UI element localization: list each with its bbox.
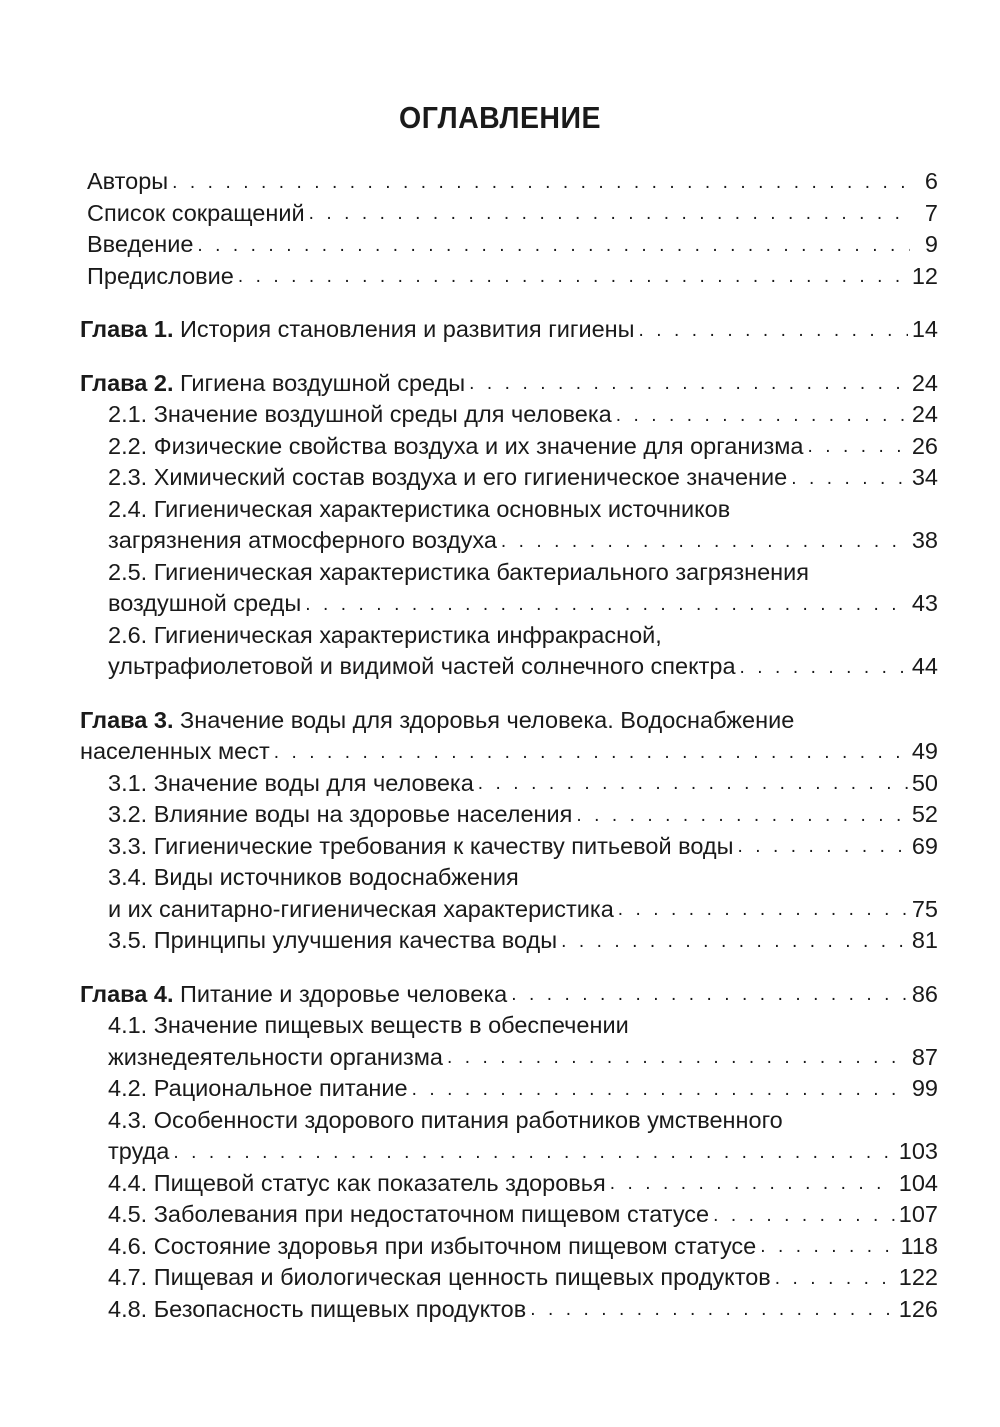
leader-dots (576, 803, 908, 829)
toc-entry-introduction[interactable] (0, 229, 1000, 261)
toc-page-number: 34 (911, 464, 938, 490)
section-title: 2.2. Физические свойства воздуха и их значение для организма (108, 432, 804, 459)
section-title: 4.3. Особенности здорового питания работников умственного (108, 1106, 783, 1133)
toc-page-number: 26 (911, 432, 938, 459)
toc-page-number: 6 (924, 168, 938, 194)
leader-dots (173, 1140, 894, 1166)
toc-section-2-3[interactable] (0, 462, 1000, 494)
toc-section-4-5[interactable] (0, 1199, 1000, 1231)
toc-page-number: 103 (898, 1138, 938, 1164)
page-title: ОГЛАВЛЕНИЕ (399, 100, 601, 135)
leader-dots (616, 403, 908, 429)
leader-dots (172, 170, 910, 196)
toc-section-2-4[interactable] (0, 494, 1000, 557)
section-title: 3.3. Гигиенические требования к качеству питьевой воды (108, 832, 734, 859)
toc-section-3-4[interactable] (0, 862, 1000, 925)
leader-dots (561, 929, 908, 955)
chapter-label: Глава 3. (80, 706, 174, 733)
leader-dots (530, 1297, 895, 1323)
toc-entry-text: Список сокращений (87, 199, 305, 226)
toc-section-2-6[interactable] (0, 620, 1000, 683)
leader-dots (610, 1171, 895, 1197)
toc-section-2-1[interactable] (0, 399, 1000, 431)
toc-entry-text: Предисловие (87, 262, 234, 289)
section-title: 2.6. Гигиеническая характеристика инфракрасной, (108, 621, 662, 648)
section-title: 3.2. Влияние воды на здоровье населения (108, 801, 573, 827)
toc-page-number: 38 (911, 527, 938, 553)
leader-dots (639, 318, 908, 344)
toc-page-number: 99 (911, 1075, 938, 1101)
toc-page-number: 14 (911, 316, 938, 342)
toc-page-number: 50 (911, 769, 938, 796)
leader-dots (309, 201, 910, 227)
toc-section-4-2[interactable] (0, 1073, 1000, 1105)
table-of-contents (0, 166, 1000, 1325)
toc-entry-text: Введение (87, 231, 194, 257)
toc-page-number: 81 (911, 927, 938, 953)
toc-chapter-2[interactable] (0, 368, 1000, 400)
toc-page-number: 44 (911, 653, 938, 679)
toc-entry-abbreviations[interactable] (0, 198, 1000, 230)
leader-dots (305, 592, 908, 618)
leader-dots (469, 371, 908, 397)
section-title: 2.3. Химический состав воздуха и его гигиеническое значение (108, 464, 788, 490)
leader-dots (760, 1234, 896, 1260)
section-title-continued: ультрафиолетовой и видимой частей солнечного спектра (108, 653, 736, 679)
toc-section-3-1[interactable] (0, 768, 1000, 800)
toc-chapter-3[interactable] (0, 705, 1000, 768)
leader-dots (238, 264, 908, 290)
leader-dots (775, 1266, 895, 1292)
section-title: 2.5. Гигиеническая характеристика бактериального загрязнения (108, 558, 809, 585)
leader-dots (713, 1203, 895, 1229)
toc-page-number: 9 (924, 231, 938, 257)
toc-section-4-3[interactable] (0, 1105, 1000, 1168)
section-title: 4.1. Значение пищевых веществ в обеспечении (108, 1012, 629, 1038)
toc-page-number: 86 (911, 980, 938, 1007)
leader-dots (807, 434, 907, 460)
toc-section-4-1[interactable] (0, 1010, 1000, 1073)
leader-dots (740, 655, 908, 681)
section-title: 3.1. Значение воды для человека (108, 769, 474, 796)
chapter-title: История становления и развития гигиены (180, 316, 635, 342)
section-title: 4.8. Безопасность пищевых продуктов (108, 1295, 527, 1322)
toc-page-number: 24 (911, 401, 938, 427)
chapter-title: Значение воды для здоровья человека. Водоснабжение (180, 706, 795, 733)
toc-section-4-7[interactable] (0, 1262, 1000, 1294)
leader-dots (501, 529, 908, 555)
section-title-continued: воздушной среды (108, 590, 302, 616)
toc-page-number: 107 (898, 1201, 938, 1227)
toc-section-2-5[interactable] (0, 557, 1000, 620)
chapter-title: Питание и здоровье человека (180, 980, 508, 1007)
section-title: 2.1. Значение воздушной среды для человека (108, 401, 612, 427)
section-title-continued: труда (108, 1138, 170, 1164)
leader-dots (738, 834, 908, 860)
section-title: 4.4. Пищевой статус как показатель здоровья (108, 1169, 606, 1196)
toc-page-number: 43 (911, 590, 938, 616)
leader-dots (447, 1045, 908, 1071)
toc-page-number: 75 (911, 895, 938, 922)
toc-page-number: 104 (898, 1169, 938, 1196)
leader-dots (511, 982, 908, 1008)
toc-page-number: 69 (911, 832, 938, 859)
toc-section-2-2[interactable] (0, 431, 1000, 463)
toc-section-4-6[interactable] (0, 1231, 1000, 1263)
section-title: 4.6. Состояние здоровья при избыточном пищевом статусе (108, 1232, 757, 1259)
section-title-continued: жизнедеятельности организма (108, 1043, 443, 1070)
chapter-label: Глава 1. (80, 316, 174, 342)
toc-page-number: 126 (898, 1295, 938, 1322)
toc-page-number: 118 (900, 1232, 938, 1259)
leader-dots (412, 1077, 908, 1103)
toc-chapter-4[interactable] (0, 979, 1000, 1011)
section-title: 4.5. Заболевания при недостаточном пищевом статусе (108, 1201, 710, 1227)
toc-entry-text: Авторы (87, 168, 169, 194)
toc-page-number: 122 (898, 1264, 938, 1290)
chapter-label: Глава 4. (80, 980, 174, 1007)
toc-section-3-3[interactable] (0, 831, 1000, 863)
section-title: 3.4. Виды источников водоснабжения (108, 864, 519, 890)
section-title: 3.5. Принципы улучшения качества воды (108, 927, 558, 953)
toc-chapter-1[interactable] (0, 314, 1000, 346)
section-title-continued: и их санитарно-гигиеническая характеристика (108, 895, 614, 922)
toc-section-3-2[interactable] (0, 799, 1000, 831)
toc-page-number: 12 (911, 262, 938, 289)
section-title: 2.4. Гигиеническая характеристика основных источников (108, 495, 731, 522)
leader-dots (274, 740, 908, 766)
toc-page-number: 52 (911, 801, 938, 827)
toc-page-number: 24 (911, 369, 938, 396)
leader-dots (197, 233, 910, 259)
chapter-label: Глава 2. (80, 369, 174, 396)
section-title: 4.7. Пищевая и биологическая ценность пищевых продуктов (108, 1264, 771, 1290)
toc-entry-preface[interactable] (0, 261, 1000, 293)
toc-section-4-8[interactable] (0, 1294, 1000, 1326)
toc-page-number: 87 (911, 1043, 938, 1070)
toc-page-number: 7 (924, 199, 938, 226)
chapter-title: Гигиена воздушной среды (180, 369, 466, 396)
chapter-title-continued: населенных мест (80, 738, 270, 764)
leader-dots (478, 771, 908, 797)
toc-page-number: 49 (911, 738, 938, 764)
toc-section-3-5[interactable] (0, 925, 1000, 957)
toc-entry-authors[interactable] (0, 166, 1000, 198)
leader-dots (618, 897, 908, 923)
toc-section-4-4[interactable] (0, 1168, 1000, 1200)
leader-dots (791, 466, 908, 492)
section-title-continued: загрязнения атмосферного воздуха (108, 527, 497, 553)
section-title: 4.2. Рациональное питание (108, 1075, 408, 1101)
